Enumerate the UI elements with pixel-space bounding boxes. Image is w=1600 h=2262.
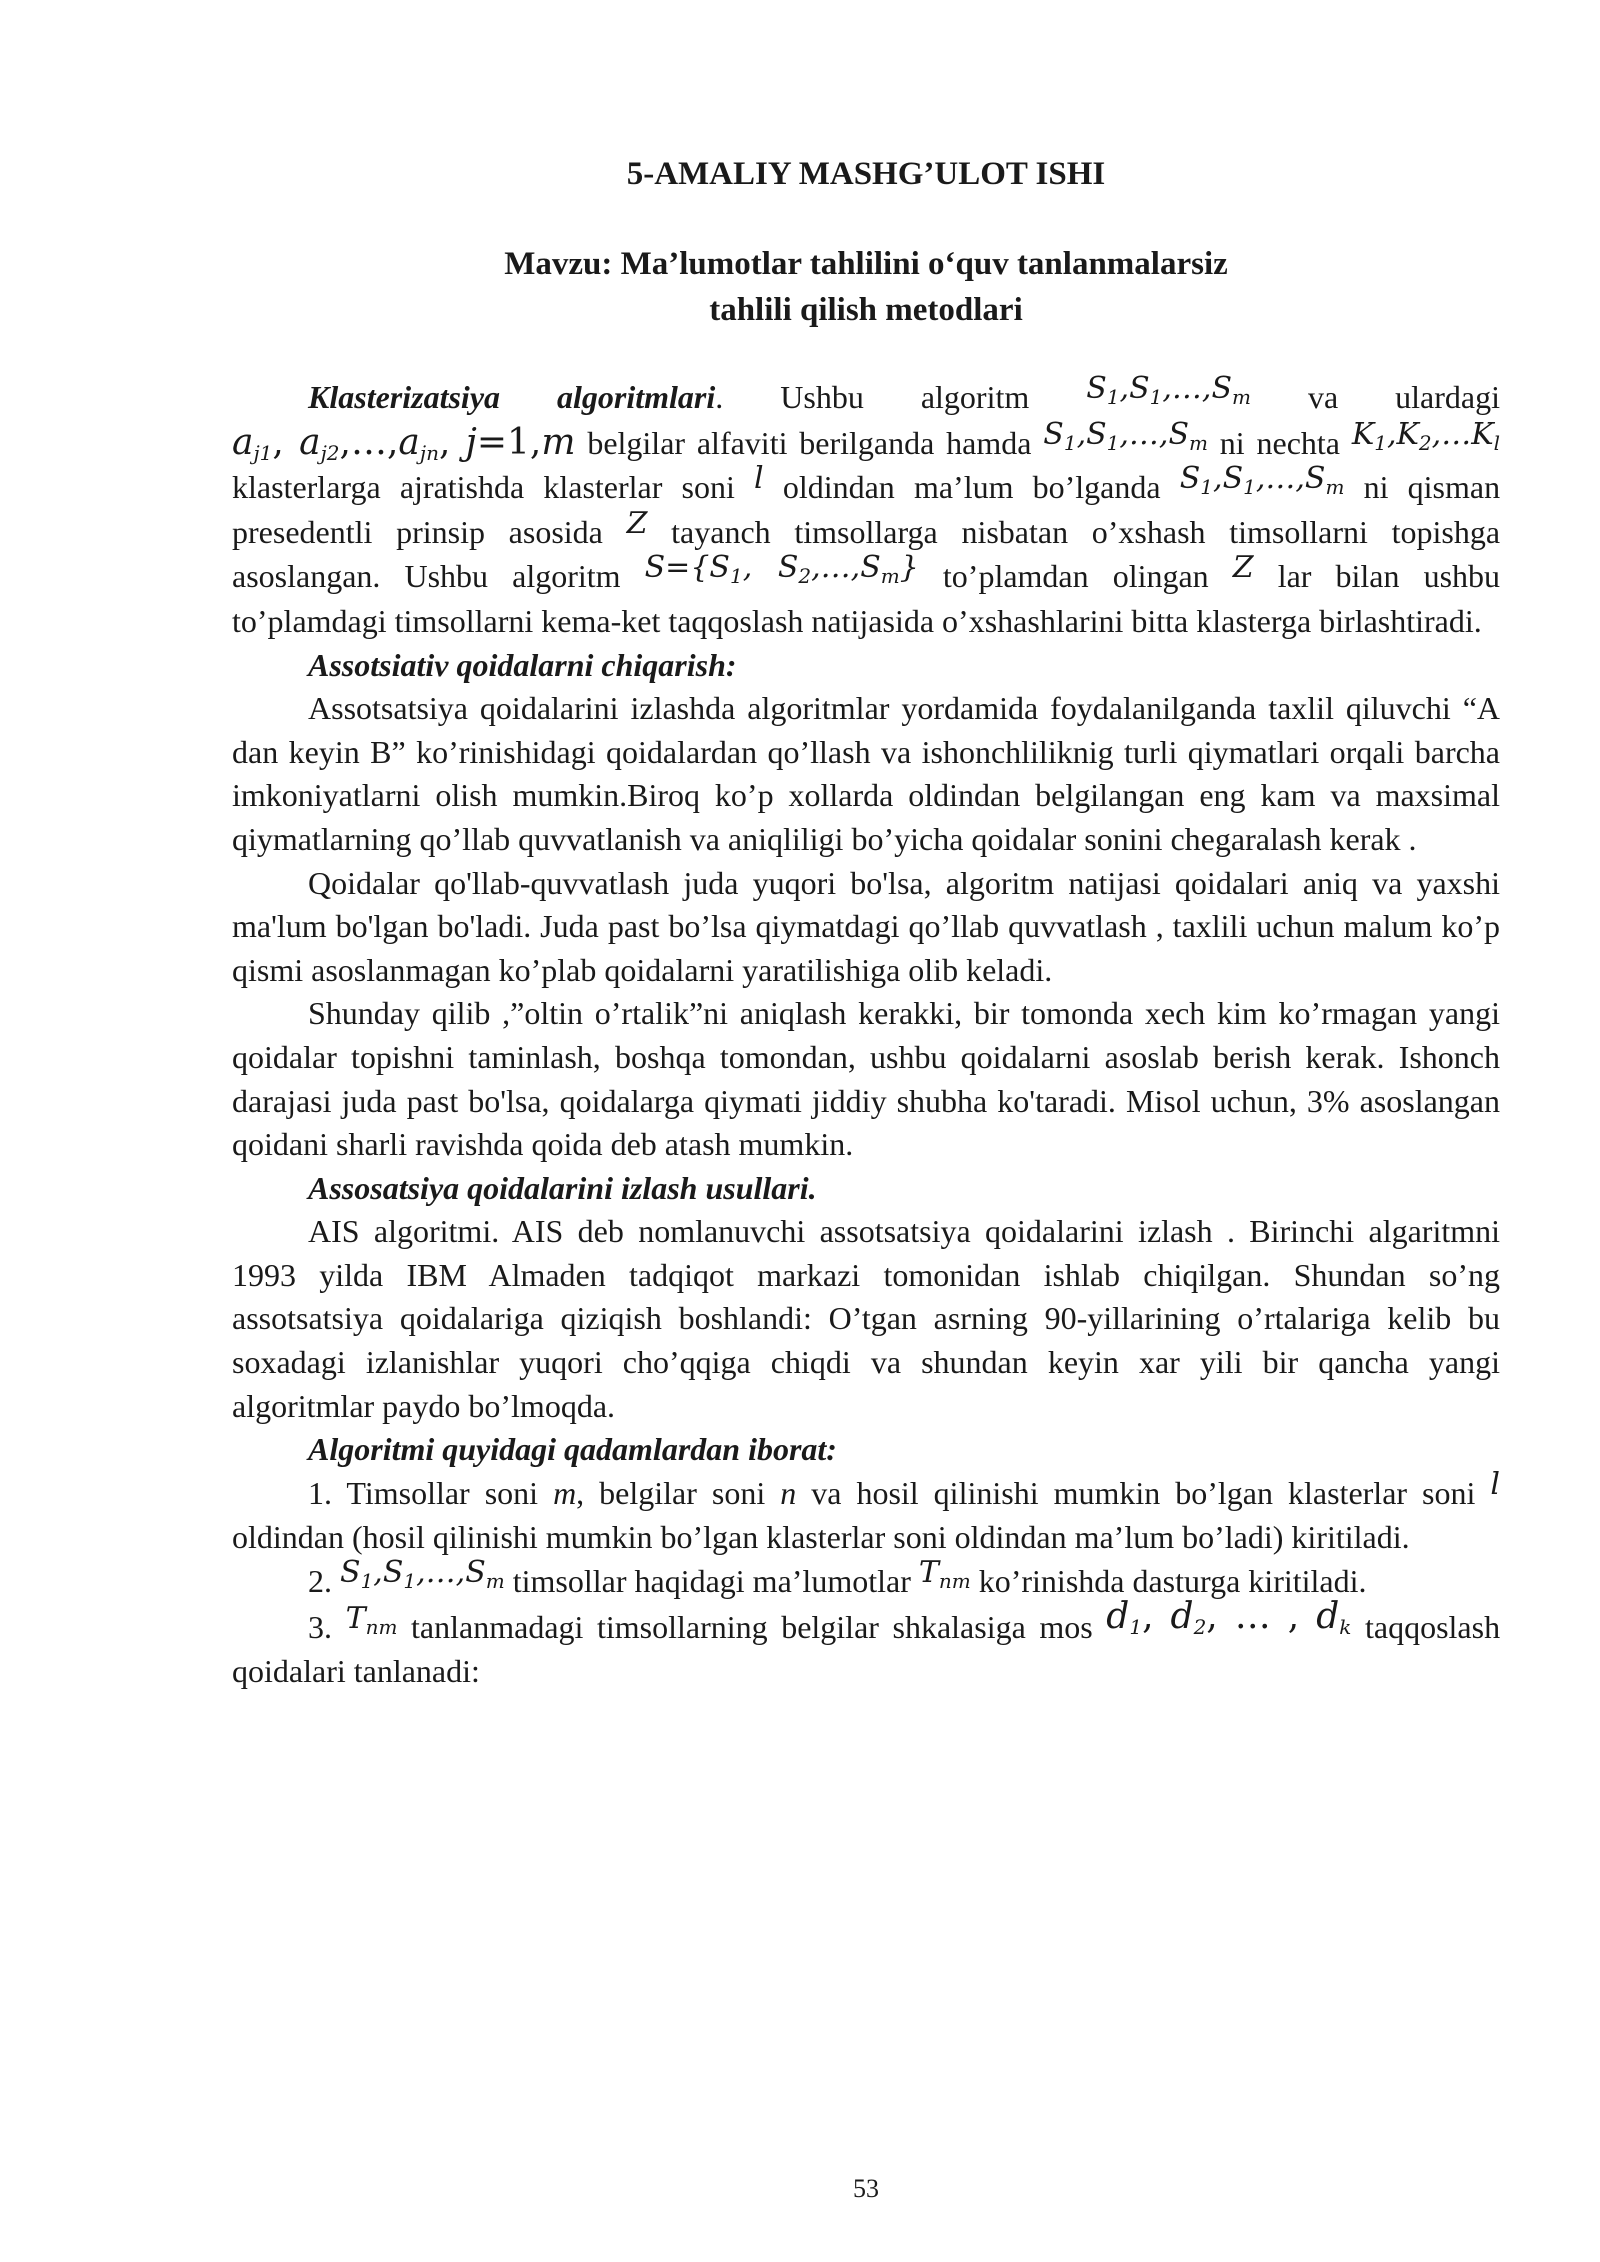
formula-s-set: $S_1,S_1,\dots,S_m$ <box>1043 416 1208 455</box>
formula-tnm: $T_{nm}$ <box>345 1600 398 1639</box>
formula-tnm: $T_{nm}$ <box>918 1555 971 1594</box>
formula-z: Z <box>626 505 648 541</box>
formula-s-set: $S_1,S_1,\dots,S_m$ <box>1086 371 1251 409</box>
formula-k-set: $K_1,K_2,\dots K_l$ <box>1351 416 1501 455</box>
formula-s-equals-set: $S=\{S_1$, $S_2,\dots,S_m$} <box>644 550 919 589</box>
formula-d-set: $d_1$, $d_2$, … , $d_k$ <box>1106 1595 1352 1639</box>
formula-l: l <box>1490 1466 1501 1502</box>
document-body <box>232 371 1501 1694</box>
heading-clustering: Klasterizatsiya algoritmlari <box>308 379 716 415</box>
paragraph-association-2: Qoidalar qo'llab-quvvatlash juda yuqori bo'lsa, algoritm natijasi qoidalari aniq va yaxshi ma'lum bo'lgan bo'ladi. Juda past bo’lsa qiymatdagi qo’llab quvvatlash , taxlili uchun malum ko’p qismi asoslanmagan ko’plab qoidalarni yaratilishiga olib keladi. <box>232 864 1500 988</box>
formula-z: Z <box>1232 550 1254 586</box>
heading-association: Assotsiativ qoidalarni chiqarish: <box>308 646 737 683</box>
step-1: 1. Timsollar soni m, belgilar soni n va hosil qilinishi mumkin bo’lgan klasterlar soni l oldindan (hosil qilinishi mumkin bo’lgan klasterlar soni oldindan ma’lum bo’ladi) kiritiladi. <box>232 1466 1501 1556</box>
paragraph-ais: AIS algoritmi. AIS deb nomlanuvchi assotsatsiya qoidalarini izlash . Birinchi algaritmni 1993 yilda IBM Almaden tadqiqot markazi tomonidan ishlab chiqilgan. Shundan so’ng assotsatsiya qoidalariga qiziqish boshlandi: O’tgan asrning 90-yillarining o’rtalariga kelib bu soxadagi izlanishlar yuqori cho’qqiga chiqdi va shundan keyin xar yili bir qancha yangi algoritmlar paydo bo’lmoqda. <box>232 1213 1500 1424</box>
formula-s-set: $S_1,S_1,\dots,S_m$ <box>1179 461 1345 500</box>
step-2: 2. $S_1,S_1,\dots,S_m$ timsollar haqidagi ma’lumotlar $T_{nm}$ ko’rinishda dasturga kiritiladi. <box>308 1555 1367 1600</box>
formula-l: l <box>754 461 764 497</box>
heading-search-methods: Assosatsiya qoidalarini izlash usullari. <box>308 1169 817 1206</box>
page-title: 5-AMALIY MASHG’ULOT ISHI <box>626 156 1106 192</box>
paragraph-clustering: Klasterizatsiya algoritmlari. Ushbu algoritm $S_1,S_1,\dots,S_m$ va ulardagi $a_{j1}$, $a_{j2},\dots,a_{jn}$, j=1,m belgilar alfaviti berilganda hamda $S_1,S_1,\dots,S_m$ ni nechta $K_1,K_2,\dots K_l$ klasterlarga ajratishda klasterlar soni l oldindan ma’lum bo’lganda $S_1,S_1,\dots,S_m$ ni qisman presedentli prinsip asosida Z tayanch timsollarga nisbatan o’xshash timsollarni topishga asoslangan. Ushbu algoritm $S=\{S_1$, $S_2,\dots,S_m$} to’plamdan olingan Z lar bilan ushbu to’plamdagi timsollarni kema-ket taqqoslash natijasida o’xshashlarini bitta klasterga birlashtiradi. <box>232 371 1501 639</box>
paragraph-association-1: Assotsatsiya qoidalarini izlashda algoritmlar yordamida foydalanilganda taxlil qiluvchi “A dan keyin B” ko’rinishidagi qoidalardan qo’llash va ishonchliliknig turli qiymatlari orqali barcha imkoniyatlarni olish mumkin.Biroq ko’p xollarda oldindan belgilangan eng kam va maxsimal qiymatlarning qo’llab quvvatlanish va aniqliligi bo’yicha qoidalar sonini chegaralash kerak . <box>232 690 1500 857</box>
formula-s-set: $S_1,S_1,\dots,S_m$ <box>340 1555 505 1594</box>
document-page <box>232 0 1500 2262</box>
topic-line-1: Mavzu: Ma’lumotlar tahlilini o‘quv tanlanmalarsiz <box>504 246 1228 282</box>
formula-a-alphabet: $a_{j1}$, $a_{j2},\dots,a_{jn}$, j=1,m <box>232 421 576 465</box>
heading-algorithm-steps: Algoritmi quyidagi qadamlardan iborat: <box>308 1431 837 1468</box>
step-3: 3. $T_{nm}$ tanlanmadagi timsollarning belgilar shkalasiga mos $d_1$, $d_2$, … , $d_k$ taqqoslash qoidalari tanlanadi: <box>232 1595 1501 1690</box>
page-number: 53 <box>853 2174 879 2203</box>
paragraph-association-3: Shunday qilib ,”oltin o’rtalik”ni aniqlash kerakki, bir tomonda xech kim ko’rmagan yangi qoidalar topishni taminlash, boshqa tomondan, ushbu qoidalarni asoslab berish kerak. Ishonch darajasi juda past bo'lsa, qoidalarga qiymati jiddiy shubha ko'taradi. Misol uchun, 3% asoslangan qoidani sharli ravishda qoida deb atash mumkin. <box>232 995 1500 1163</box>
topic-line-2: tahlili qilish metodlari <box>709 292 1023 328</box>
